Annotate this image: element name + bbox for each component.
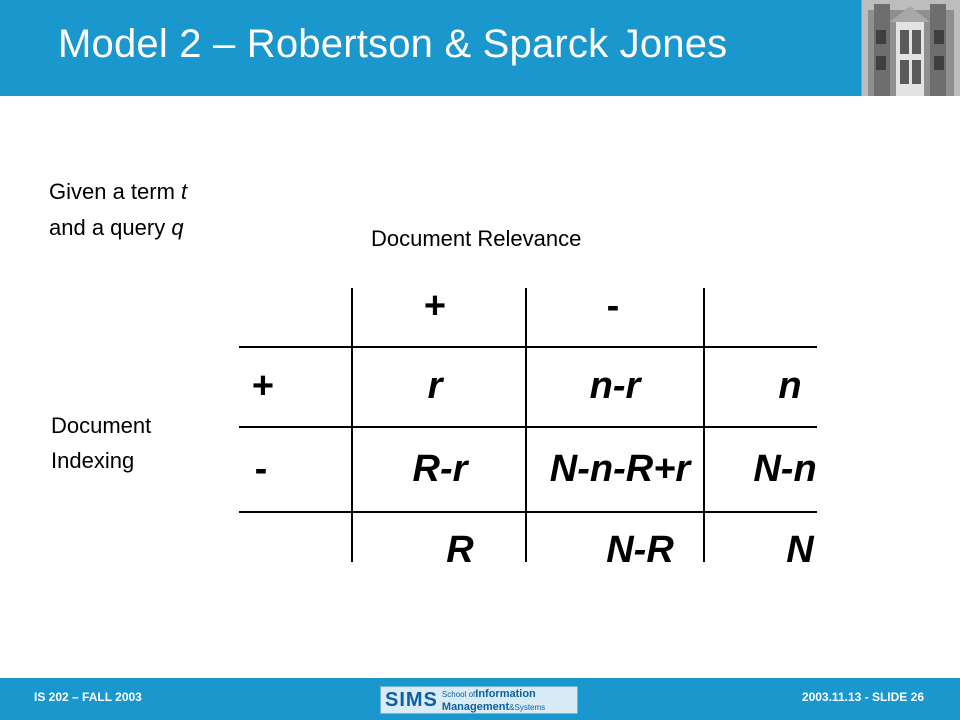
table-total-N: N [786,529,814,571]
column-sign-relevant: + [423,285,447,327]
intro-line-1 [49,174,187,210]
table-cell-n: n [778,365,802,407]
row-header-line-1: Document [51,413,152,438]
footer-slide-label: 2003.11.13 - SLIDE 26 [801,690,924,704]
intro-term-variable: t [181,179,188,204]
table-divider-vertical-3 [703,288,705,562]
title-bar [0,0,960,96]
sims-logo-systems: &Systems [509,703,546,712]
row-header-label [51,408,151,478]
building-photo [861,0,960,96]
table-total-R: R [446,529,474,571]
table-cell-r: r [427,365,443,407]
footer-course-label: IS 202 – FALL 2003 [34,690,142,704]
row-sign-indexed: + [251,365,275,407]
row-header-line-2: Indexing [51,448,135,473]
sims-logo-text [442,687,545,713]
sims-logo-information: Information [475,688,536,700]
table-divider-vertical-1 [351,288,353,562]
table-divider-horizontal-3 [239,511,817,513]
building-photo-graphic [862,0,960,96]
table-cell-N-minus-n: N-n [753,448,817,490]
row-sign-not-indexed: - [254,448,268,490]
intro-query-variable: q [171,215,184,240]
intro-line-2-text: and a query [49,215,172,240]
intro-text [49,174,187,246]
table-cell-n-minus-r: n-r [589,365,641,407]
table-divider-horizontal-2 [239,426,817,428]
sims-logo-school-of: School of [441,690,476,699]
table-cell-R-minus-r: R-r [412,448,468,490]
table-cell-N-n-R-r: N-n-R+r [549,448,691,490]
column-header-label: Document Relevance [371,226,582,251]
sims-logo [380,686,578,714]
table-divider-vertical-2 [525,288,527,562]
slide-title: Model 2 – Robertson & Sparck Jones [58,22,728,66]
table-total-N-minus-R: N-R [606,529,674,571]
intro-line-2 [49,210,187,246]
intro-line-1-text: Given a term [49,179,182,204]
sims-logo-management: Management [441,701,510,713]
column-sign-nonrelevant: - [606,285,620,327]
sims-logo-main: SIMS [385,688,438,711]
table-divider-horizontal-1 [239,346,817,348]
